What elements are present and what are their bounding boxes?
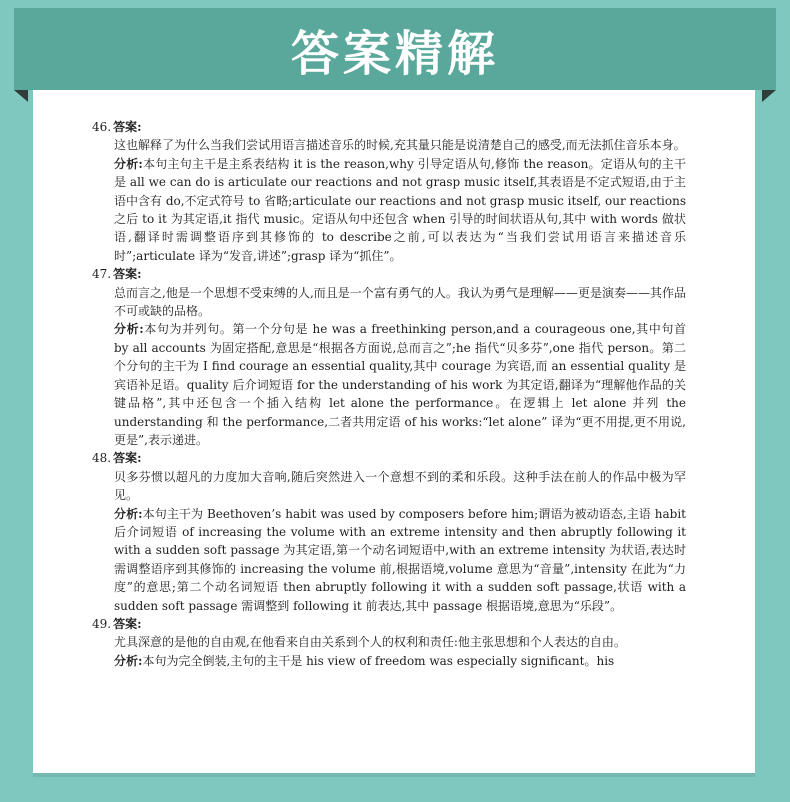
page-shadow	[33, 773, 755, 777]
answer-label: 答案:	[113, 267, 142, 282]
analysis-label: 分析:	[114, 506, 143, 521]
page-title: 答案精解	[290, 25, 499, 82]
question-heading	[92, 265, 686, 283]
analysis-block	[114, 320, 686, 449]
question-number: 46.	[92, 120, 112, 134]
analysis-block	[114, 652, 686, 670]
analysis-text: 本句主句主干是主系表结构 it is the reason,why 引导定语从句,修饰 the reason。定语从句的主干是 all we can do is articulate our reactions and not grasp music itself,其表语是不定式短语,由于主语中含有 do,不定式符号 to 省略;articulate our reactions and not grasp music itself, our reactions 之后 to it 为其定语,it 指代 music。定语从句中还包含 when 引导的时间状语从句,其中 with words 做状语,翻译时需调整语序到其修饰的 to describe之前,可以表达为“当我们尝试用语言来描述音乐时”;articulate 译为“发音,讲述”;grasp 译为“抓住”。	[114, 156, 687, 263]
answer-content	[92, 118, 686, 670]
question-number: 48.	[92, 451, 112, 466]
answer-text: 这也解释了为什么当我们尝试用语言描述音乐的时候,充其量只能是说清楚自己的感受,而无法抓住音乐本身。	[114, 138, 686, 153]
question-number: 49.	[92, 616, 112, 631]
banner-fold-left	[14, 90, 28, 102]
analysis-text: 本句为完全倒装,主句的主干是 his view of freedom was especially significant。his	[142, 653, 615, 668]
answer-text: 总而言之,他是一个思想不受束缚的人,而且是一个富有勇气的人。我认为勇气是理解——更是演奏——其作品不可或缺的品格。	[114, 285, 686, 319]
analysis-block	[114, 505, 686, 615]
analysis-label: 分析:	[114, 653, 143, 668]
answer-page	[33, 90, 755, 773]
answer-entry-49	[92, 615, 686, 670]
analysis-text: 本句主干为 Beethoven’s habit was used by composers before him;谓语为被动语态,主语 habit 后介词短语 of increasing the volume with an extreme intensity and then abruptly following it with a sudden soft passage 为其定语,第一个动名词短语中,with an extreme intensity 为状语,表达时需调整语序到其修饰的 increasing the volume 前,根据语境,volume 意思为“音量”,intensity 在此为“力度”的意思;第二个动名词短语 then abruptly following it with a sudden soft passage,状语 with a sudden soft passage 需调整到 following it 前表达,其中 passage 根据语境,意思为“乐段”。	[114, 506, 686, 613]
answer-label: 答案:	[113, 120, 142, 134]
answer-text: 尤具深意的是他的自由观,在他看来自由关系到个人的权利和责任:他主张思想和个人表达的自由。	[114, 635, 626, 650]
header-banner	[14, 8, 776, 90]
question-number: 47.	[92, 267, 112, 282]
answer-entry-46	[92, 118, 686, 265]
analysis-text: 本句为并列句。第一个分句是 he was a freethinking person,and a courageous one,其中句首 by all accounts 为固定搭配,意思是“根据各方面说,总而言之”;he 指代“贝多芬”,one 指代 person。第二个分句的主干为 I find courage an essential quality,其中 courage 为宾语,而 an essential quality 是宾语补足语。quality 后介词短语 for the understanding of his work 为其定语,翻译为“理解他作品的关键品格”,其中还包含一个插入结构 let alone the performance。在逻辑上 let alone 并列 the understanding 和 the performance,二者共用定语 of his works:“let alone” 译为“更不用提,更不用说,更是”,表示递进。	[114, 322, 686, 447]
question-heading	[92, 449, 686, 467]
answer-entry-47	[92, 265, 686, 449]
analysis-label: 分析:	[114, 156, 143, 171]
question-heading	[92, 615, 686, 633]
answer-text: 贝多芬惯以超凡的力度加大音响,随后突然进入一个意想不到的柔和乐段。这种手法在前人的作品中极为罕见。	[114, 469, 686, 503]
analysis-label: 分析:	[114, 322, 144, 337]
analysis-block	[114, 155, 686, 265]
answer-label: 答案:	[113, 451, 142, 466]
question-heading	[92, 118, 686, 136]
answer-entry-48	[92, 449, 686, 615]
banner-fold-right	[762, 90, 776, 102]
answer-label: 答案:	[113, 616, 142, 631]
